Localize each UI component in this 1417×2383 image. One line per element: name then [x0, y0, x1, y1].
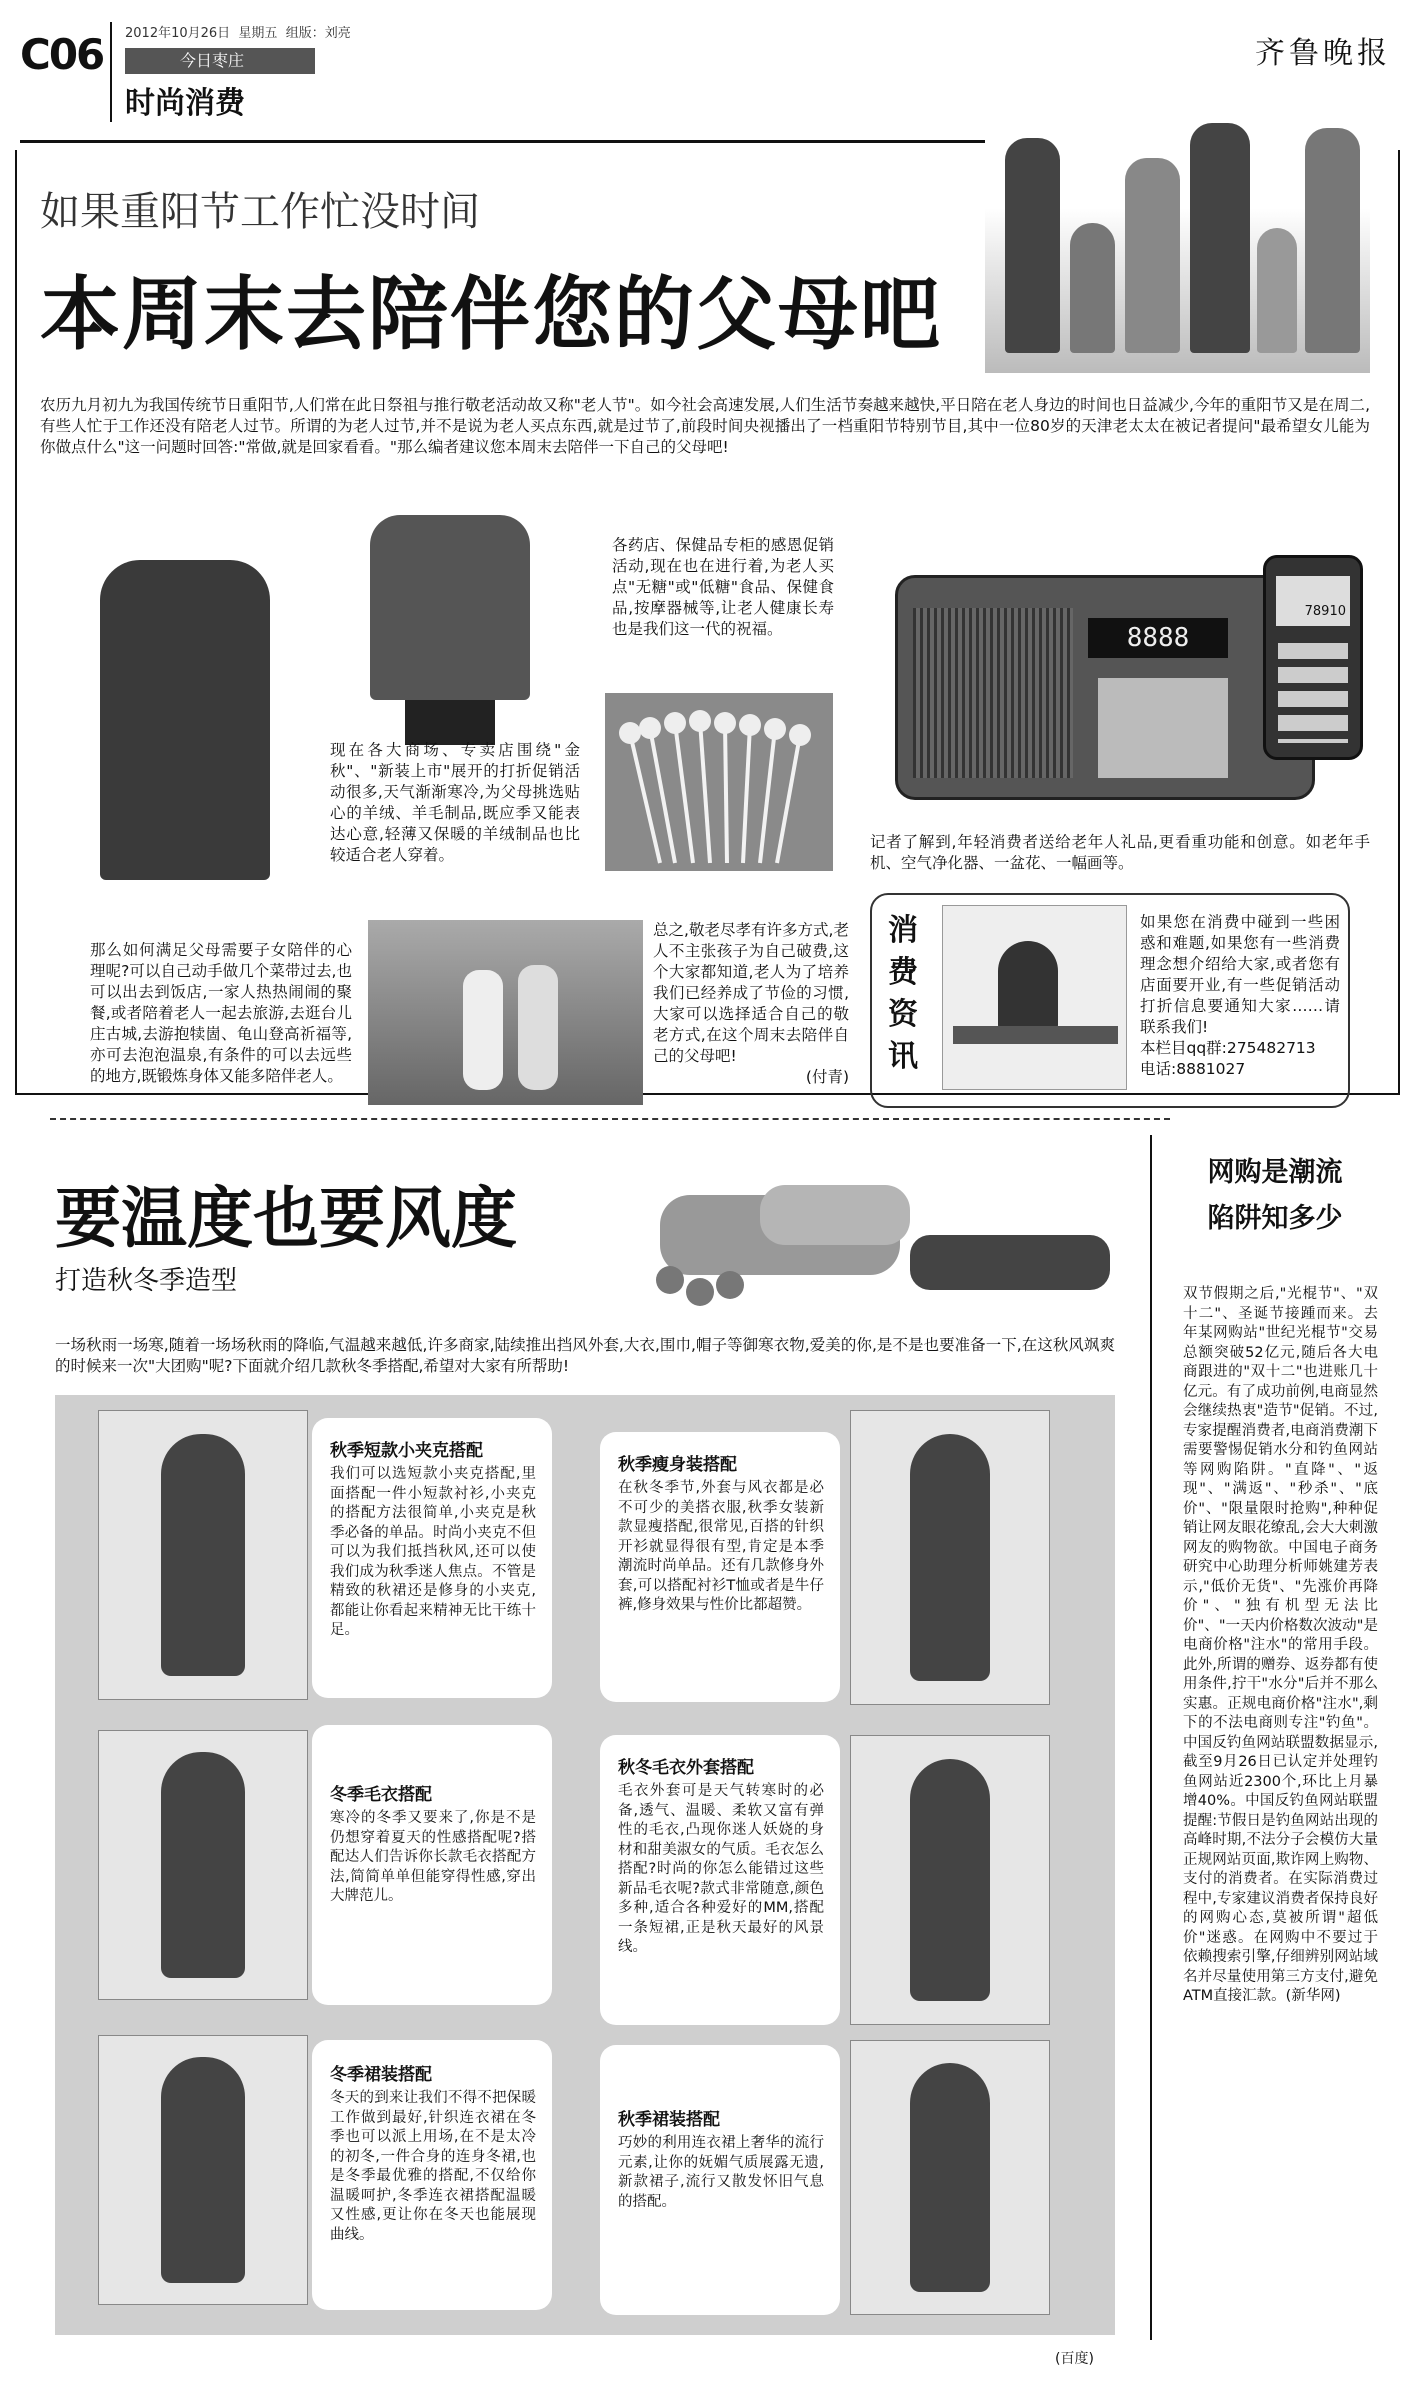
fashion-subhead: 打造秋冬季造型 [55, 1266, 238, 1296]
fashion-headline: 要温度也要风度 [55, 1180, 517, 1257]
consumer-info-phone: 电话:8881027 [1140, 1060, 1246, 1078]
date-line: 2012年10月26日 星期五 组版：刘亮 [125, 26, 351, 41]
sidebar-text: 双节假期之后,"光棍节"、"双十二"、圣诞节接踵而来。去年某网购站"世纪光棍节"交易总额突破52亿元,随后各大电商跟进的"双十二"也进账几十亿元。有了成功前例,电商显然会继续热衷"造节"促销。不过,专家提醒消费者,电商消费潮下需要警惕促销水分和钓鱼网站等网购陷阱。"直降"、"返现"、"满返"、"秒杀"、"底价"、"限量限时抢购",种种促销让网友眼花缭乱,会大大刺激网友的购物欲。中国电子商务研究中心助理分析师姚建芳表示,"低价无货"、"先涨价再降价"、"独有机型无法比价"、"一天内价格数次波动"是电商价格"注水"的常用手段。此外,所谓的赠券、返券都有使用条件,拧干"水分"后并不那么实惠。正规电商价格"注水",剩下的不法电商则专注"钓鱼"。中国反钓鱼网站联盟数据显示,截至9月26日已认定并处理钓鱼网站近2300个,环比上月暴增40%。中国反钓鱼网站联盟提醒:节假日是钓鱼网站出现的高峰时期,不法分子会模仿大量正规网站页面,欺诈网上购物、支付的消费者。在实际消费过程中,专家建议消费者保持良好的网购心态,莫被所谓"超低价"迷惑。在网购中不要过于依赖搜索引擎,仔细辨别网站域名并尽量使用第三方支付,避免ATM直接汇款。(新华网) [1183, 1286, 1378, 2004]
summary-body: 总之,敬老尽孝有许多方式,老人不主张孩子为自己破费,这个大家都知道,老人为了培养我们已经养成了节俭的习惯,大家可以选择适合自己的敬老方式,在这个周末去陪伴自己的父母吧! [653, 921, 849, 1065]
article-kicker: 如果重阳节工作忙没时间 [40, 189, 480, 235]
outfit-card [600, 1432, 840, 1702]
outfit-card-text: 巧妙的利用连衣裙上奢华的流行元素,让你的妩媚气质展露无遗,新款裙子,流行又散发怀旧气息的搭配。 [618, 2135, 824, 2210]
author-credit: (付青) [805, 1068, 849, 1086]
outfit-card [312, 2040, 552, 2310]
consumer-info-body: 如果您在消费中碰到一些困惑和难题,如果您有一些消费理念想介绍给大家,或者您有店面要开业,有一些促销活动打折信息要通知大家……请联系我们! [1140, 913, 1340, 1036]
outfit-card-text: 我们可以选短款小夹克搭配,里面搭配一件小短款衬衫,小夹克的搭配方法很简单,小夹克是秋季必备的单品。时尚小夹克不但可以为我们抵挡秋风,还可以使我们成为秋季迷人焦点。不管是精致的秋裙还是修身的小夹克,都能让你看起来精神无比干练十足。 [330, 1466, 536, 1638]
model-photo-jacket [98, 1410, 308, 1700]
outfit-card [312, 1725, 552, 2005]
section-name: 时尚消费 [125, 86, 245, 121]
outfit-card [312, 1418, 552, 1698]
outfit-card [600, 1735, 840, 2025]
article-intro: 农历九月初九为我国传统节日重阳节,人们常在此日祭祖与推行敬老活动故又称"老人节"。如今社会高速发展,人们生活节奏越来越快,平日陪在老人身边的时间也日益减少,今年的重阳节又是在周二,有些人忙于工作还没有陪老人过节。所谓的为老人过节,并不是说为老人买点东西,就是过节了,前段时间央视播出了一档重阳节特别节目,其中一位80岁的天津老太太在被记者提问"最希望女儿能为你做点什么"这一问题时回答:"常做,就是回家看看。"那么编者建议您本周末去陪伴一下自己的父母吧! [40, 396, 1370, 456]
knit-scarf-photo [640, 1180, 1130, 1310]
consumer-info-title: 消费资讯 [888, 913, 918, 1074]
newspaper-logo: 齐鲁晚报 [1255, 36, 1391, 71]
radio-display: 8888 [1088, 618, 1228, 658]
outfit-card-title: 秋季短款小夹克搭配 [330, 1441, 483, 1461]
summary-text [653, 920, 849, 1088]
model-photo-sweater [98, 1730, 308, 2000]
festive-sales-text: 现在各大商场、专卖店围绕"金秋"、"新装上市"展开的打折促销活动很多,天气渐渐寒冷,为父母挑选贴心的羊绒、羊毛制品,既应季又能表达心意,轻薄又保暖的羊绒制品也比较适合老人穿着。 [330, 741, 580, 864]
gifts-text: 记者了解到,年轻消费者送给老年人礼品,更看重功能和创意。如老年手机、空气净化器、一盆花、一幅画等。 [870, 833, 1370, 872]
header-divider [110, 22, 112, 122]
fashion-intro: 一场秋雨一场寒,随着一场场秋雨的降临,气温越来越低,许多商家,陆续推出挡风外套,大衣,围巾,帽子等御寒衣物,爱美的你,是不是也要准备一下,在这秋风飒爽的时候来一次"大团购"呢?下面就介绍几款秋冬季搭配,希望对大家有所帮助! [55, 1336, 1115, 1375]
article-headline: 本周末去陪伴您的父母吧 [40, 268, 942, 361]
outfit-card-title: 秋季裙装搭配 [618, 2110, 720, 2130]
model-photo-dress [98, 2035, 308, 2305]
family-photo [985, 98, 1370, 373]
phone-screen: 78910 [1276, 576, 1350, 626]
sweater-image [370, 515, 530, 700]
page-code: C06 [20, 30, 104, 79]
consumer-info-text [1140, 912, 1340, 1080]
model-photo-cardigan [850, 1735, 1050, 2025]
sidebar-rule [1150, 1135, 1152, 2340]
sidebar-title-line2: 陷阱知多少 [1207, 1203, 1343, 1234]
sweater-model-legs [405, 700, 495, 745]
consumer-info-qq: 本栏目qq群:275482713 [1140, 1039, 1316, 1057]
outfit-card-title: 冬季裙装搭配 [330, 2065, 432, 2085]
radio-image [895, 575, 1315, 800]
photo-credit: (百度) [1055, 2351, 1094, 2367]
outfit-card-text: 冬天的到来让我们不得不把保暖工作做到最好,针织连衣裙在冬季也可以派上用场,在不是太冷的初冬,一件合身的连身冬裙,也是冬季最优雅的搭配,不仅给你温暖呵护,冬季连衣裙搭配温暖又性感,更让你在冬天也能展现曲线。 [330, 2090, 536, 2243]
section-label: 今日枣庄 [125, 48, 315, 74]
outfit-card-title: 秋冬毛衣外套搭配 [618, 1758, 754, 1778]
outfit-card-title: 冬季毛衣搭配 [330, 1785, 432, 1805]
sidebar-title [1160, 1150, 1390, 1242]
model-photo-knit-dress [850, 2040, 1050, 2315]
pharmacy-text: 各药店、保健品专柜的感恩促销活动,现在也在进行着,为老人买点"无糖"或"低糖"食品、保健食品,按摩器械等,让老人健康长寿也是我们这一代的祝福。 [612, 536, 834, 638]
accompany-text: 那么如何满足父母需要子女陪伴的心理呢?可以自己动手做几个菜带过去,也可以出去到饭店,一家人热热闹闹的聚餐,或者陪着老人一起去旅游,去逛台儿庄古城,去游抱犊崮、龟山登高祈福等,亦可去泡泡温泉,有条件的可以去远些的地方,既锻炼身体又能多陪伴老人。 [90, 941, 352, 1085]
outfit-card-text: 在秋冬季节,外套与风衣都是必不可少的美搭衣服,秋季女装新款显瘦搭配,很常见,百搭的针织开衫就显得很有型,肯定是本季潮流时尚单品。还有几款修身外套,可以搭配衬衫T恤或者是牛仔裤,修身效果与性价比都超赞。 [618, 1480, 824, 1613]
massage-hammers-photo [605, 693, 833, 871]
outfit-card-text: 毛衣外套可是天气转寒时的必备,透气、温暖、柔软又富有弹性的毛衣,凸现你迷人妖娆的身材和甜美淑女的气质。毛衣怎么搭配?时尚的你怎么能错过这些新品毛衣呢?款式非常随意,颜色多种,适合各种爱好的MM,搭配一条短裙,正是秋天最好的风景线。 [618, 1783, 824, 1955]
outfit-card-title: 秋季瘦身装搭配 [618, 1455, 737, 1475]
sidebar-title-line1: 网购是潮流 [1207, 1157, 1343, 1188]
outfit-card-text: 寒冷的冬季又要来了,你是不是仍想穿着夏天的性感搭配呢?搭配达人们告诉你长款毛衣搭配方法,简简单单但能穿得性感,穿出大牌范儿。 [330, 1810, 536, 1904]
outfit-card [600, 2045, 840, 2315]
office-illustration [942, 905, 1127, 1090]
model-photo-slim [850, 1410, 1050, 1705]
elderly-walking-photo [368, 920, 643, 1105]
plaid-coat-image [100, 560, 270, 880]
section-divider [50, 1118, 1170, 1120]
elderly-phone-image [1263, 555, 1363, 760]
header-rule [20, 140, 1000, 143]
